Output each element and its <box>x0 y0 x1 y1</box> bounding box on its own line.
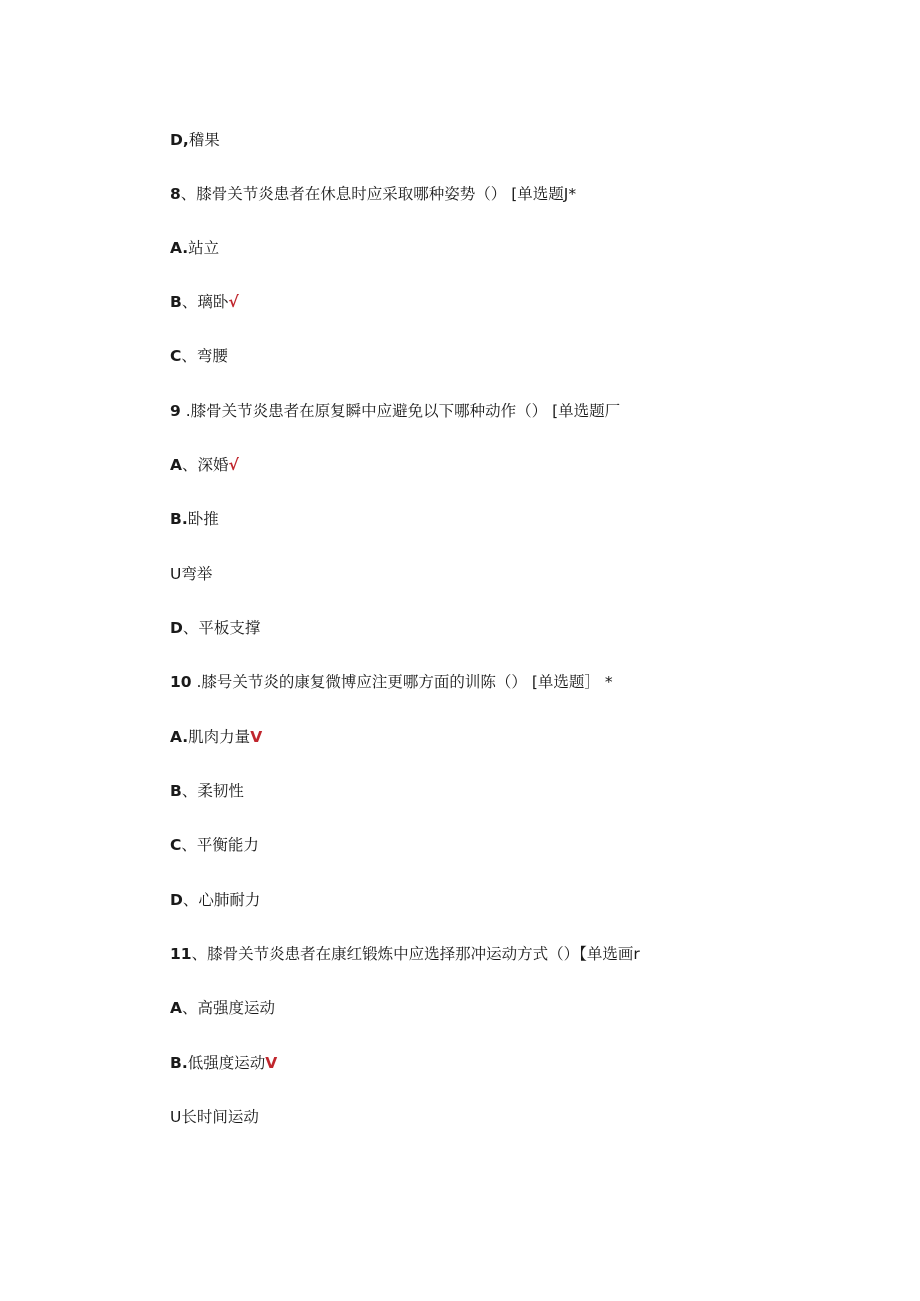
option-line <box>170 727 262 747</box>
option-prefix: B. <box>170 1054 188 1072</box>
option-prefix: D <box>170 619 183 637</box>
option-prefix: B <box>170 293 182 311</box>
question-text: .膝号关节炎的康复微博应注更哪方面的训陈（） [单选题］ * <box>191 673 613 691</box>
option-text: 站立 <box>188 239 220 257</box>
option-line <box>170 130 220 150</box>
question-text: .膝骨关节炎患者在原复瞬中应避免以下哪种动作（） [单选题厂 <box>180 402 621 420</box>
option-text: U长时间运动 <box>170 1108 259 1126</box>
option-text: 低强度运动 <box>187 1054 266 1072</box>
question-line <box>170 401 620 421</box>
option-line <box>170 564 212 584</box>
answer-check-mark: √ <box>228 293 239 311</box>
question-line <box>170 184 576 204</box>
option-prefix: B <box>170 782 182 800</box>
option-line <box>170 238 219 258</box>
question-number: 11 <box>170 945 192 963</box>
option-prefix: C <box>170 836 182 854</box>
option-text: U弯举 <box>170 565 213 583</box>
option-prefix: A. <box>170 239 189 257</box>
option-text: 、心肺耐力 <box>182 891 261 909</box>
option-prefix: D <box>170 891 183 909</box>
option-line <box>170 346 228 366</box>
option-line <box>170 618 260 638</box>
question-number: 10 <box>170 673 192 691</box>
option-prefix: A. <box>170 728 189 746</box>
option-text: 卧推 <box>187 510 219 528</box>
question-text: 、膝骨关节炎患者在休息时应采取哪种姿势（） [单选题J* <box>180 185 577 203</box>
option-prefix: B. <box>170 510 188 528</box>
option-text: 、柔韧性 <box>181 782 244 800</box>
option-line <box>170 890 260 910</box>
option-text: 稽果 <box>188 131 220 149</box>
option-prefix: D, <box>170 131 189 149</box>
question-line <box>170 944 640 964</box>
option-prefix: C <box>170 347 182 365</box>
question-number: 8 <box>170 185 181 203</box>
option-line <box>170 1053 277 1073</box>
option-prefix: A <box>170 456 182 474</box>
option-line <box>170 455 239 475</box>
question-text: 、膝骨关节炎患者在康红锻炼中应选择那冲运动方式（）【单选画r <box>191 945 640 963</box>
answer-check-mark: V <box>250 728 263 746</box>
option-text: 、璃卧 <box>181 293 229 311</box>
option-text: 、平衡能力 <box>181 836 259 854</box>
option-line <box>170 292 239 312</box>
option-line <box>170 1107 259 1127</box>
question-line <box>170 672 613 692</box>
option-text: 肌肉力量 <box>188 728 251 746</box>
option-text: 、平板支撑 <box>182 619 261 637</box>
option-line <box>170 509 219 529</box>
answer-check-mark: √ <box>228 456 239 474</box>
question-number: 9 <box>170 402 181 420</box>
answer-check-mark: V <box>265 1054 278 1072</box>
option-line <box>170 781 244 801</box>
option-line <box>170 998 275 1018</box>
option-text: 、弯腰 <box>181 347 228 365</box>
option-text: 、高强度运动 <box>182 999 276 1017</box>
option-text: 、深婚 <box>182 456 229 474</box>
option-prefix: A <box>170 999 182 1017</box>
option-line <box>170 835 259 855</box>
